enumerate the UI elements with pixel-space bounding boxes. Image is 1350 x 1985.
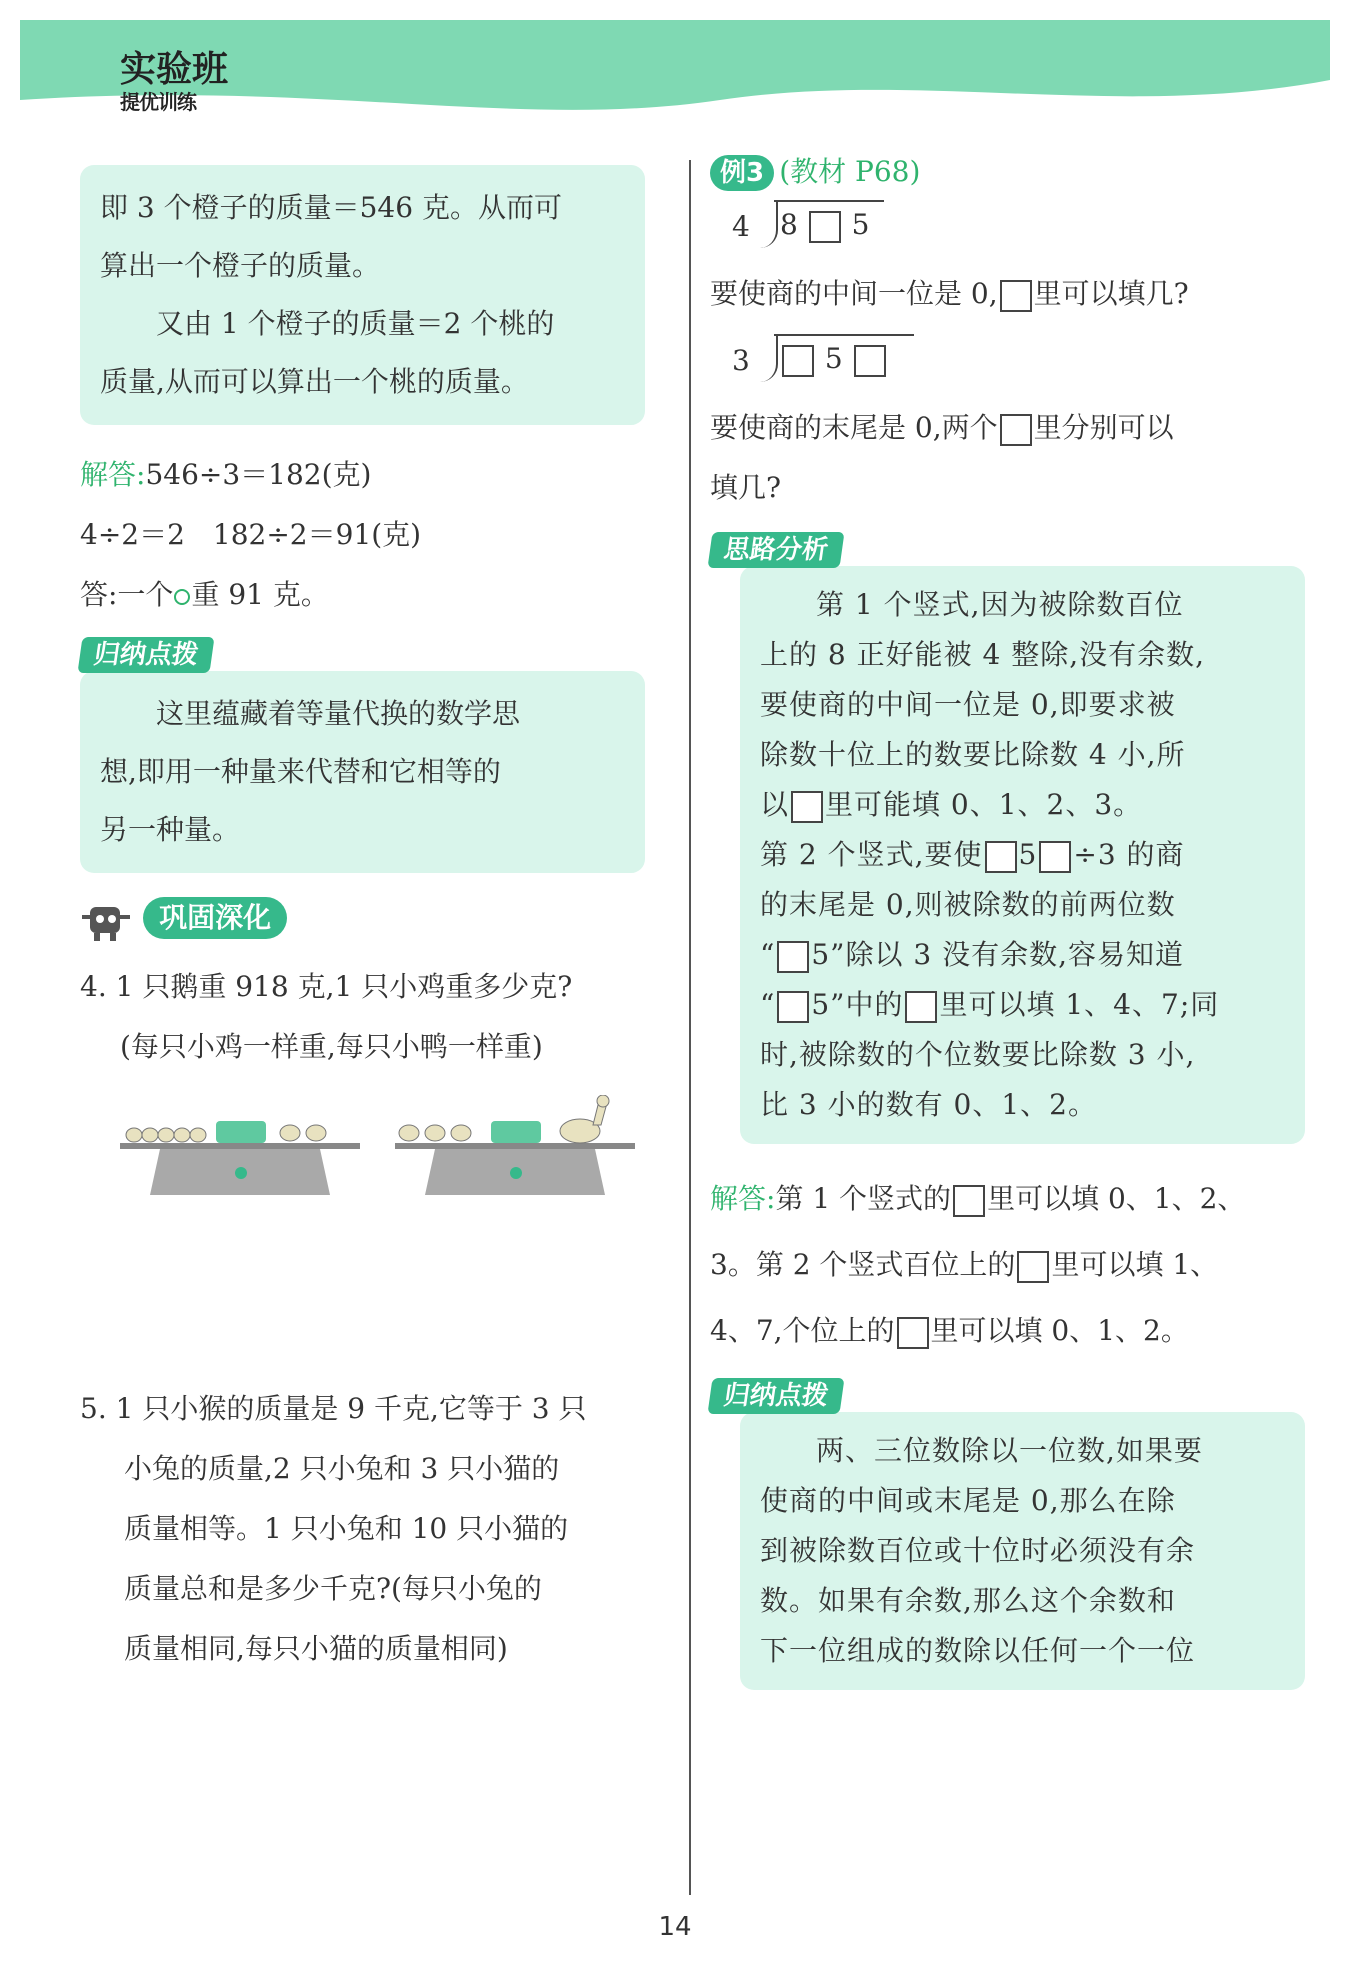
division-bar	[774, 200, 884, 202]
solution-box	[80, 165, 645, 425]
box-line: 即 3 个橙子的质量＝546 克。从而可	[100, 191, 562, 224]
left-column	[80, 165, 670, 1679]
answer-text: 3。第 2 个竖式百位上的	[710, 1248, 1016, 1281]
dividend	[780, 208, 869, 243]
answer-line: 4÷2＝2 182÷2＝91(克)	[80, 518, 422, 551]
q4-line: (每只小鸡一样重,每只小鸭一样重)	[120, 1029, 543, 1063]
a-text: “	[760, 988, 776, 1021]
answer-text: 4、7,个位上的	[710, 1314, 895, 1347]
question-4	[80, 957, 670, 1077]
blank-box[interactable]	[953, 1185, 985, 1217]
tip-tag-wrap	[710, 1378, 1310, 1418]
tip-line: 两、三位数除以一位数,如果要	[816, 1434, 1203, 1467]
a-text: “	[760, 938, 776, 971]
q-text: 要使商的末尾是 0,两个	[710, 411, 998, 444]
q5-line: 质量总和是多少千克?(每只小兔的	[124, 1571, 542, 1605]
answer-text: 546÷3＝182(克)	[145, 458, 372, 491]
tip-line: 到被除数百位或十位时必须没有余	[760, 1534, 1196, 1567]
page-number: 14	[658, 1912, 692, 1942]
blank-box[interactable]	[1017, 1251, 1049, 1283]
q-text: 里可以填几?	[1033, 277, 1189, 310]
blank-box[interactable]	[777, 941, 809, 973]
blank-box[interactable]	[897, 1317, 929, 1349]
balance-scales-illustration	[120, 1095, 640, 1205]
brand-logo	[120, 49, 240, 114]
analysis-line: 第 1 个竖式,因为被除数百位	[816, 588, 1184, 621]
answer-line	[710, 1232, 1310, 1298]
analysis-line	[760, 780, 1285, 830]
a-text: 5	[1018, 838, 1038, 871]
q5-line: 质量相同,每只小猫的质量相同)	[124, 1631, 508, 1665]
analysis-line: 上的 8 正好能被 4 整除,没有余数,	[760, 638, 1206, 671]
tip-line: 想,即用一种量来代替和它相等的	[100, 755, 501, 788]
analysis-tag-wrap	[710, 532, 1310, 572]
divisor: 4	[732, 210, 750, 243]
tip-line: 下一位组成的数除以任何一个一位	[760, 1634, 1196, 1667]
a-text: ÷3 的商	[1073, 838, 1185, 871]
q5-line: 质量相等。1 只小兔和 10 只小猫的	[124, 1511, 569, 1545]
a-text: 5”除以 3 没有余数,容易知道	[811, 938, 1184, 971]
tip-line: 数。如果有余数,那么这个余数和	[760, 1584, 1176, 1617]
dividend	[780, 342, 888, 377]
a-text: 第 2 个竖式,要使	[760, 838, 983, 871]
blank-box[interactable]	[777, 991, 809, 1023]
answer-label: 解答:	[80, 458, 146, 491]
q-text: 里分别可以	[1033, 411, 1174, 444]
question-line	[710, 264, 1310, 324]
answer-text: 里可以填 1、	[1051, 1248, 1219, 1281]
tip-box	[80, 671, 645, 873]
answer-prefix: 答:一个	[80, 578, 174, 611]
answer-text: 里可以填 0、1、2、	[987, 1182, 1246, 1215]
peach-icon	[173, 588, 191, 606]
right-answer-block	[710, 1166, 1310, 1364]
divisor: 3	[732, 344, 750, 377]
dividend-digit: 5	[851, 208, 870, 241]
scale-right	[395, 1095, 635, 1195]
analysis-line	[760, 830, 1285, 880]
blank-box[interactable]	[985, 841, 1017, 873]
analysis-line: 时,被除数的个位数要比除数 3 小,	[760, 1038, 1196, 1071]
blank-box[interactable]	[809, 211, 841, 243]
answer-line	[80, 445, 670, 505]
scale-left	[120, 1121, 360, 1195]
a-text: 里可以填 1、4、7;同	[939, 988, 1220, 1021]
question-line	[710, 398, 1310, 458]
tip-tag: 归纳点拨	[707, 1378, 844, 1414]
answer-label: 解答:	[710, 1182, 776, 1215]
answer-suffix: 重 91 克。	[191, 578, 329, 611]
blank-box[interactable]	[1000, 414, 1032, 446]
example-ref: (教材 P68)	[779, 155, 921, 188]
long-division-1	[710, 196, 1310, 258]
answer-text: 第 1 个竖式的	[775, 1182, 952, 1215]
brand-main: 实验班	[120, 49, 229, 90]
analysis-line: 的末尾是 0,则被除数的前两位数	[760, 888, 1176, 921]
column-divider	[689, 160, 691, 1895]
analysis-tag: 思路分析	[707, 532, 844, 568]
box-line: 又由 1 个橙子的质量＝2 个桃的	[156, 307, 555, 340]
blank-box[interactable]	[1000, 280, 1032, 312]
consolidate-label: 巩固深化	[143, 897, 287, 939]
analysis-line: 要使商的中间一位是 0,即要求被	[760, 688, 1176, 721]
q-text: 要使商的中间一位是 0,	[710, 277, 998, 310]
answer-line	[80, 565, 670, 625]
tip-tag: 归纳点拨	[77, 637, 214, 673]
answer-line	[710, 1166, 1310, 1232]
long-division-2	[710, 330, 1310, 392]
tip-box	[740, 1412, 1305, 1690]
blank-box[interactable]	[782, 345, 814, 377]
a-text: 以	[760, 788, 790, 821]
brand-sub: 提优训练	[120, 90, 196, 114]
blank-box[interactable]	[791, 791, 823, 823]
example-badge: 例3	[710, 155, 774, 191]
box-line: 算出一个橙子的质量。	[100, 249, 381, 282]
dividend-digit: 8	[780, 208, 798, 241]
dividend-digit: 5	[824, 342, 843, 375]
q4-line: 4. 1 只鹅重 918 克,1 只小鸡重多少克?	[80, 969, 573, 1003]
answer-text: 里可以填 0、1、2。	[930, 1314, 1189, 1347]
right-column	[710, 150, 1310, 1690]
tip-line: 使商的中间或末尾是 0,那么在除	[760, 1484, 1176, 1517]
division-bracket	[758, 334, 778, 382]
consolidate-header	[80, 897, 670, 945]
box-line: 质量,从而可以算出一个桃的质量。	[100, 365, 529, 398]
tip-line: 另一种量。	[100, 813, 241, 846]
robot-icon	[80, 901, 134, 945]
answer-block	[80, 445, 670, 625]
question-5	[80, 1379, 670, 1679]
blank-box[interactable]	[1039, 841, 1071, 873]
tip-line: 这里蕴藏着等量代换的数学思	[156, 697, 521, 730]
a-text: 里可能填 0、1、2、3。	[825, 788, 1143, 821]
blank-box[interactable]	[905, 991, 937, 1023]
analysis-box	[740, 566, 1305, 1144]
example-header	[710, 150, 1310, 196]
division-bracket	[758, 200, 778, 248]
analysis-line	[760, 980, 1285, 1030]
q5-line: 小兔的质量,2 只小兔和 3 只小猫的	[124, 1451, 560, 1485]
division-bar	[774, 334, 914, 336]
analysis-line	[760, 930, 1285, 980]
a-text: 5”中的	[811, 988, 904, 1021]
analysis-line: 除数十位上的数要比除数 4 小,所	[760, 738, 1186, 771]
blank-box[interactable]	[854, 345, 886, 377]
q5-line: 5. 1 只小猴的质量是 9 千克,它等于 3 只	[80, 1391, 587, 1425]
answer-line	[710, 1298, 1310, 1364]
question-line: 填几?	[710, 471, 782, 504]
tip-tag-wrap	[80, 637, 670, 677]
analysis-line: 比 3 小的数有 0、1、2。	[760, 1088, 1097, 1121]
